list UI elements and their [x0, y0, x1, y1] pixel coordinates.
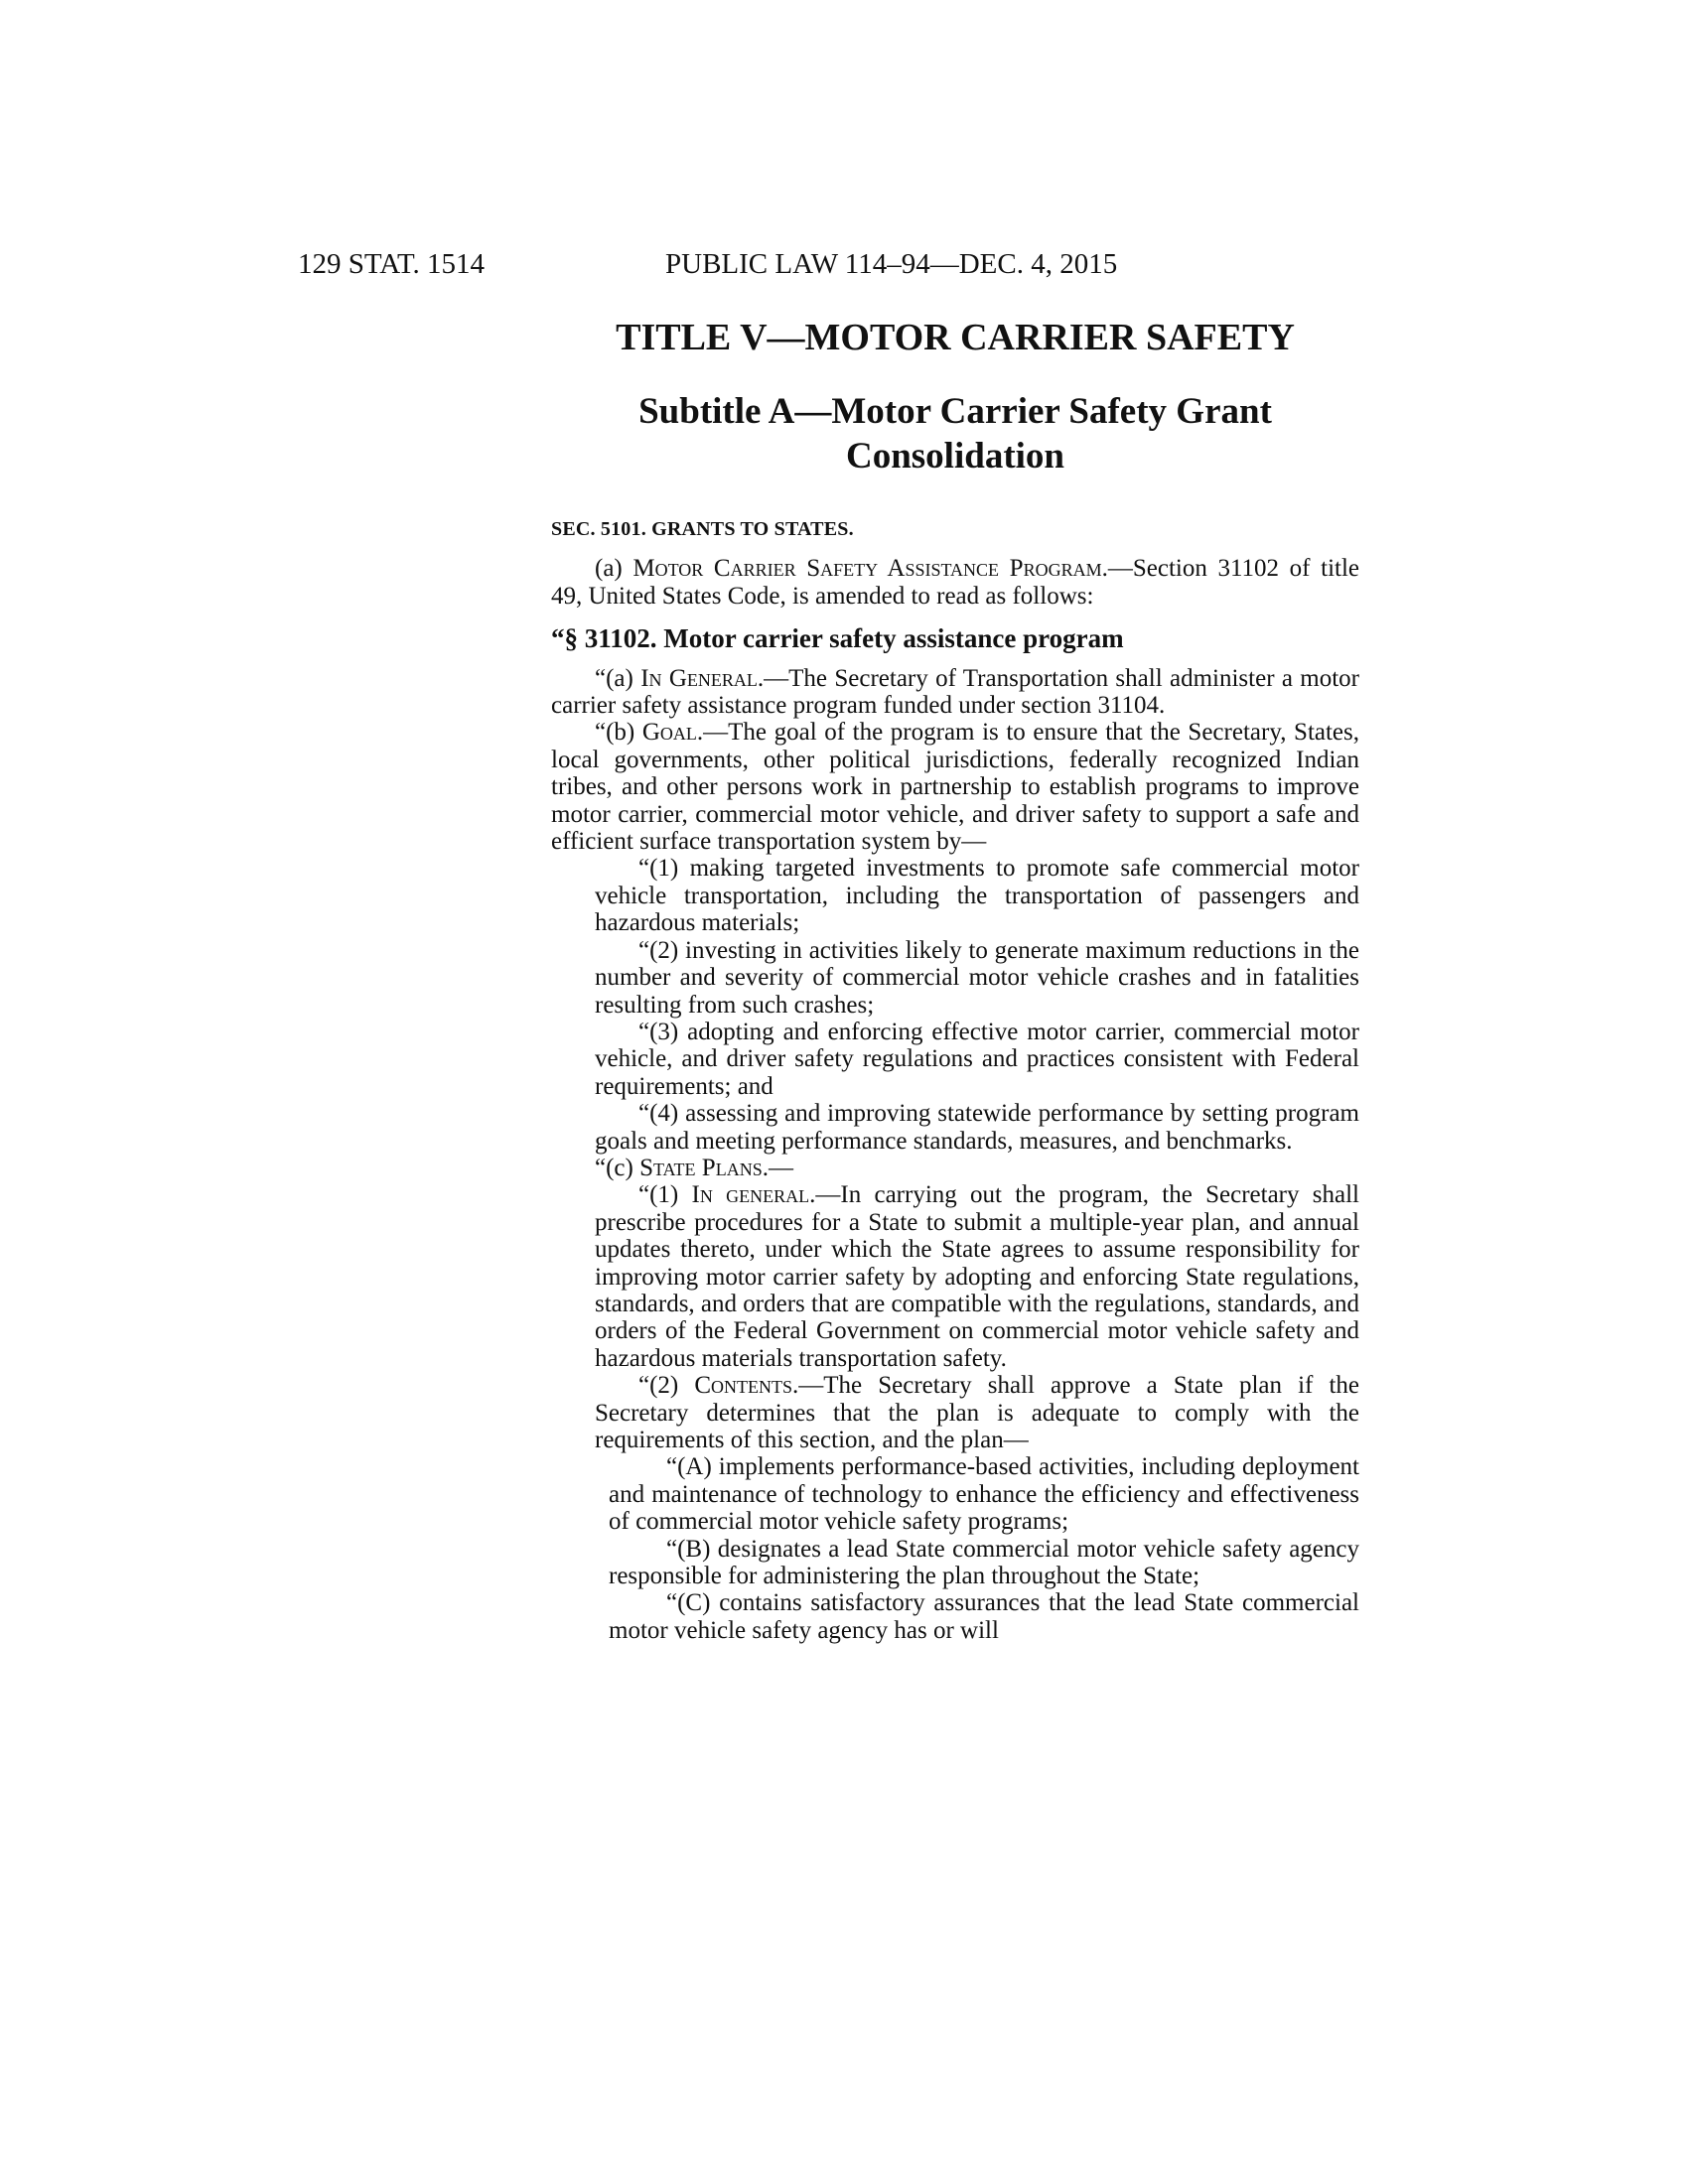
subsection-a-caption: Motor Carrier Safety Assistance Program — [633, 555, 1102, 583]
paragraph-c-2-B: “(B) designates a lead State commercial motor vehicle safety agency responsible for administering the plan throughout the State; — [609, 1535, 1359, 1590]
paragraph-b: “(b) Goal.—The goal of the program is to ensure that the Secretary, States, local governments, other political jurisdictions, federally recognized Indian tribes, and other persons work in partnership to establish programs to improve motor carrier, commercial motor vehicle, and driver safety to support a safe and efficient surface transportation system by— — [551, 719, 1360, 856]
new-section-title: “§ 31102. Motor carrier safety assistance program — [551, 623, 1124, 654]
paragraph-c-caption: State Plans — [639, 1154, 763, 1181]
paragraph-b-4: “(4) assessing and improving statewide performance by setting program goals and meeting performance standards, measures, and benchmarks. — [595, 1100, 1359, 1155]
paragraph-c: “(c) State Plans.— — [595, 1154, 793, 1181]
stat-page-reference: 129 STAT. 1514 — [298, 248, 486, 280]
paragraph-a-caption: In General — [640, 664, 758, 692]
paragraph-b-2: “(2) investing in activities likely to generate maximum reductions in the number and severity of commercial motor vehicle crashes and in fatalities resulting from such crashes; — [595, 936, 1359, 1019]
paragraph-b-caption: Goal — [641, 719, 697, 747]
paragraph-c-2-caption: Contents — [694, 1372, 793, 1400]
running-header — [298, 248, 1390, 288]
paragraph-b-1: “(1) making targeted investments to promote safe commercial motor vehicle transportation, including the transportation of passengers and hazardous materials; — [595, 855, 1359, 937]
paragraph-a: “(a) In General.—The Secretary of Transportation shall administer a motor carrier safety assistance program funded under section 31104. — [551, 664, 1360, 720]
paragraph-c-2: “(2) Contents.—The Secretary shall approve a State plan if the Secretary determines that the plan is adequate to comply with the requirements of this section, and the plan— — [595, 1372, 1359, 1453]
paragraph-c-2-A: “(A) implements performance-based activities, including deployment and maintenance of technology to enhance the efficiency and effectiveness of commercial motor vehicle safety programs; — [609, 1453, 1359, 1536]
subtitle-heading — [551, 389, 1359, 478]
paragraph-c-2-C: “(C) contains satisfactory assurances that the lead State commercial motor vehicle safety agency has or will — [609, 1589, 1359, 1644]
paragraph-c-1-caption: In general — [691, 1181, 810, 1209]
paragraph-c-1: “(1) In general.—In carrying out the program, the Secretary shall prescribe procedures for a State to submit a multiple-year plan, and annual updates thereto, under which the State agrees to assume responsibility for improving motor carrier safety by adopting and enforcing State regulations, standards, and orders that are compatible with the regulations, standards, and orders of the Federal Government on commercial motor vehicle safety and hazardous materials transportation safety. — [595, 1181, 1360, 1372]
paragraph-b-3: “(3) adopting and enforcing effective motor carrier, commercial motor vehicle, and driver safety regulations and practices consistent with Federal requirements; and — [595, 1018, 1359, 1100]
public-law-citation: PUBLIC LAW 114–94—DEC. 4, 2015 — [665, 248, 1118, 280]
section-heading: SEC. 5101. GRANTS TO STATES. — [551, 518, 854, 540]
body-text — [551, 516, 1359, 1644]
title-heading: TITLE V—MOTOR CARRIER SAFETY — [616, 317, 1295, 358]
subtitle-line-1: Subtitle A—Motor Carrier Safety Grant — [638, 391, 1272, 432]
subsection-a: (a) Motor Carrier Safety Assistance Program.—Section 31102 of title 49, United States Code, is amended to read as follows: — [551, 555, 1360, 610]
subtitle-line-2: Consolidation — [845, 436, 1064, 477]
